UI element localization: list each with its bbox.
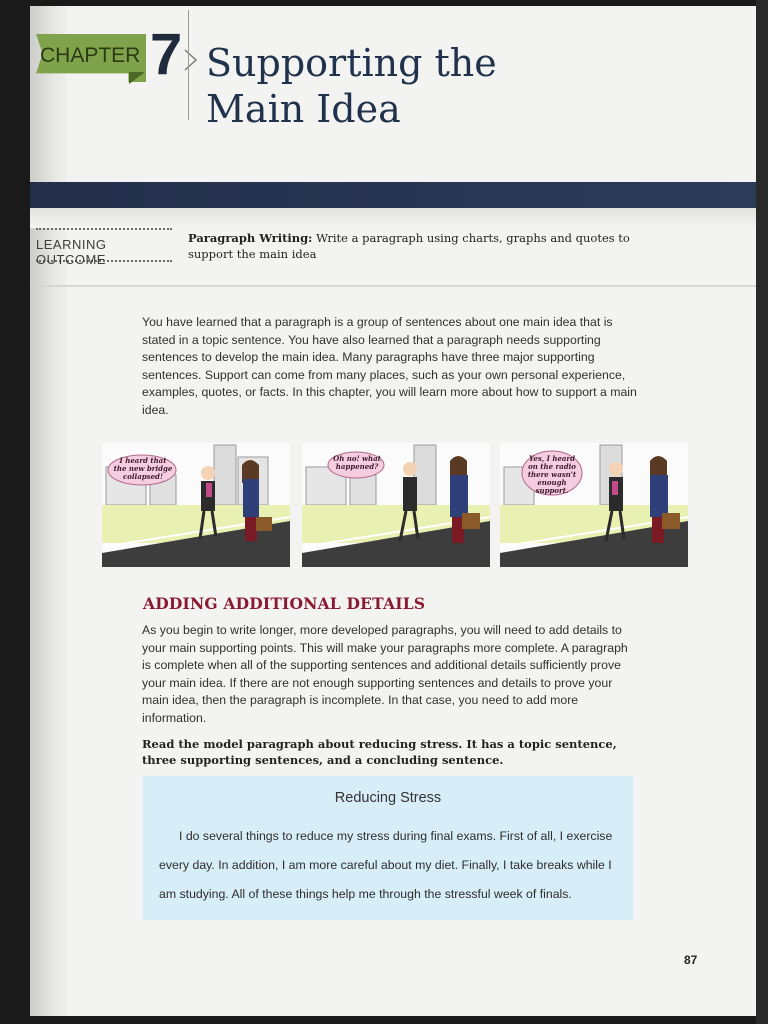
header-band <box>30 182 756 208</box>
chapter-title-line-2: Main Idea <box>206 87 401 131</box>
comic-panel-3 <box>500 443 688 567</box>
section-divider <box>30 285 756 287</box>
section-body: As you begin to write longer, more developed paragraphs, you will need to add details to your main supporting points. This will make your paragraphs more complete. A paragraph is complete when all of the supporting sentences and additional details sufficiently prove your main idea. If there are not enough supporting sentences and details to prove your main idea, then the paragraph is incomplete. In that case, you need to add more information. <box>142 623 628 725</box>
comic-strip <box>102 443 690 568</box>
scan-edge <box>756 0 768 1024</box>
chevron-right-icon <box>182 48 200 72</box>
page-gutter <box>33 6 67 1016</box>
chapter-tab <box>36 34 146 84</box>
page-number: 87 <box>684 953 698 967</box>
model-paragraph-body: I do several things to reduce my stress during final exams. First of all, I exercise every day. In addition, I am more careful about my diet. Finally, I take breaks while I am studying. All of these things help me through the stressful week of finals. <box>159 829 613 901</box>
learning-outcome-text <box>188 230 648 262</box>
learning-outcome-box <box>36 228 172 267</box>
chapter-label: CHAPTER <box>40 44 141 67</box>
chapter-title <box>206 40 497 132</box>
comic-panel-2 <box>302 443 490 567</box>
speech-bubble-1: I heard that the new bridge collapsed! <box>113 456 173 481</box>
comic-panel-1 <box>102 443 290 567</box>
chapter-number: 7 <box>150 22 183 87</box>
model-paragraph-box <box>143 776 633 920</box>
section-heading: ADDING ADDITIONAL DETAILS <box>143 594 426 613</box>
learning-outcome-lead: Paragraph Writing: <box>188 231 313 245</box>
comic-illustration-2 <box>302 443 490 567</box>
intro-paragraph: You have learned that a paragraph is a group of sentences about one main idea that is stated in a topic sentence. You have also learned that a paragraph needs supporting sentences to develop the main idea. Many paragraphs have three major supporting sentences. Support can come from many places, such as your own personal experience, examples, quotes, or facts. In this chapter, you will learn more about how to support a main idea. <box>142 315 637 417</box>
chapter-title-line-1: Supporting the <box>206 41 497 85</box>
instruction-text: Read the model paragraph about reducing stress. It has a topic sentence, three supporting sentences, and a concluding sentence. <box>142 737 617 767</box>
chapter-rule <box>188 10 189 120</box>
learning-outcome-description: Write a paragraph using charts, graphs and quotes to support the main idea <box>188 231 630 261</box>
model-paragraph-title: Reducing Stress <box>334 790 442 806</box>
speech-bubble-3: Yes, I heard on the radio there wasn't enough support. <box>527 454 577 495</box>
speech-bubble-2: Oh no! what happened? <box>333 454 381 471</box>
learning-outcome-label: LEARNING OUTCOME <box>36 237 107 267</box>
header-band-shadow <box>30 208 756 228</box>
